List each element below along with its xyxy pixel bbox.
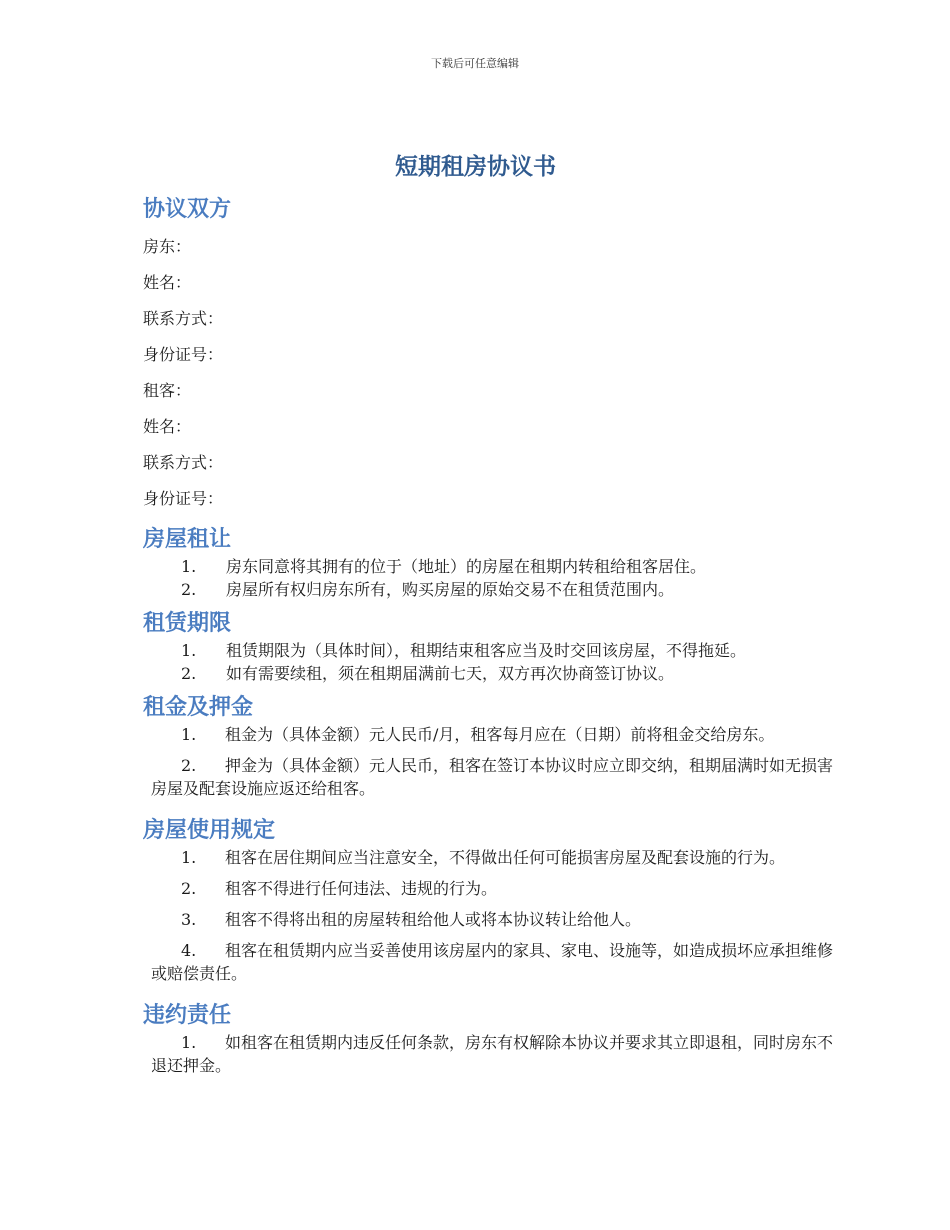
landlord-label: 房东： (143, 237, 192, 256)
item-text: 租赁期限为（具体时间），租期结束租客应当及时交回该房屋，不得拖延。 (226, 641, 747, 660)
list-item (143, 578, 843, 601)
landlord-contact-label: 联系方式： (143, 309, 224, 328)
section-rent-deposit (143, 693, 843, 808)
section-usage-rules (143, 816, 843, 993)
list-item (143, 662, 843, 685)
list-item (143, 939, 843, 993)
list-item (143, 908, 843, 939)
item-number: 1. (181, 557, 197, 576)
section-heading: 租赁期限 (143, 611, 232, 636)
item-text: 租客不得将出租的房屋转租给他人或将本协议转让给他人。 (225, 910, 642, 929)
item-text: 房屋所有权归房东所有，购买房屋的原始交易不在租赁范围内。 (226, 580, 675, 599)
landlord-id-label: 身份证号： (143, 345, 224, 364)
section-heading: 房屋租让 (143, 527, 232, 552)
item-text: 如有需要续租，须在租期届满前七天，双方再次协商签订协议。 (226, 664, 675, 683)
item-number: 1. (181, 1033, 197, 1052)
section-heading: 房屋使用规定 (143, 818, 276, 843)
tenant-contact-label: 联系方式： (143, 453, 224, 472)
item-number: 3. (181, 910, 197, 929)
list-item (143, 877, 843, 908)
list-item (143, 723, 843, 754)
section-heading: 违约责任 (143, 1003, 232, 1028)
tenant-label: 租客： (143, 381, 192, 400)
list-item (143, 754, 843, 808)
tenant-id-label: 身份证号： (143, 489, 224, 508)
section-breach (143, 1001, 843, 1085)
section-heading: 租金及押金 (143, 695, 254, 720)
item-number: 2. (181, 756, 197, 775)
item-number: 1. (181, 725, 197, 744)
section-heading: 协议双方 (143, 197, 232, 222)
list-item (143, 639, 843, 662)
item-text: 租客在居住期间应当注意安全，不得做出任何可能损害房屋及配套设施的行为。 (225, 848, 786, 867)
item-text: 押金为（具体金额）元人民币，租客在签订本协议时应立即交纳，租期届满时如无损害房屋及配套设施应返还给租客。 (151, 756, 834, 798)
item-text: 租金为（具体金额）元人民币/月，租客每月应在（日期）前将租金交给房东。 (225, 725, 775, 744)
header-note: 下载后可任意编辑 (431, 57, 519, 70)
item-number: 4. (181, 941, 197, 960)
item-number: 2. (181, 879, 197, 898)
item-text: 租客在租赁期内应当妥善使用该房屋内的家具、家电、设施等，如造成损坏应承担维修或赔偿责任。 (151, 941, 834, 983)
list-item (143, 1031, 843, 1085)
item-text: 房东同意将其拥有的位于（地址）的房屋在租期内转租给租客居住。 (226, 557, 707, 576)
item-number: 1. (181, 641, 197, 660)
item-text: 租客不得进行任何违法、违规的行为。 (225, 879, 498, 898)
landlord-name-label: 姓名： (143, 273, 192, 292)
document-body (143, 148, 843, 1089)
item-number: 1. (181, 848, 197, 867)
tenant-name-label: 姓名： (143, 417, 192, 436)
section-rent-out (143, 525, 843, 601)
section-term (143, 609, 843, 685)
list-item (143, 555, 843, 578)
item-number: 2. (181, 664, 197, 683)
item-text: 如租客在租赁期内违反任何条款，房东有权解除本协议并要求其立即退租，同时房东不退还押金。 (151, 1033, 834, 1075)
list-item (143, 846, 843, 877)
item-number: 2. (181, 580, 197, 599)
section-parties (143, 195, 843, 517)
document-title: 短期租房协议书 (395, 154, 556, 180)
